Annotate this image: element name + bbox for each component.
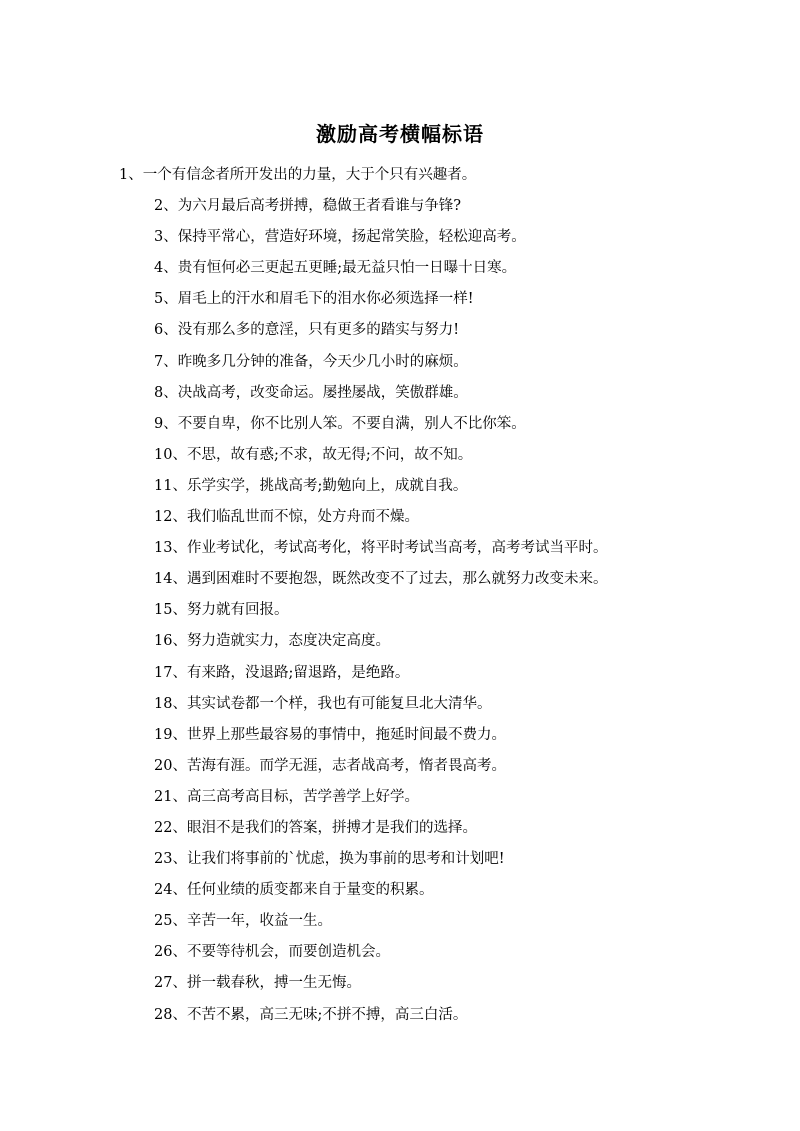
list-item: 11、乐学实学，挑战高考;勤勉向上，成就自我。 (154, 477, 468, 494)
document-title: 激励高考横幅标语 (316, 122, 484, 146)
list-item: 16、努力造就实力，态度决定高度。 (154, 633, 390, 650)
list-item: 24、任何业绩的质变都来自于量变的积累。 (154, 882, 434, 899)
list-item: 5、眉毛上的汗水和眉毛下的泪水你必须选择一样! (154, 291, 474, 308)
list-item: 20、苦海有涯。而学无涯，志者战高考，惰者畏高考。 (154, 757, 506, 774)
list-item: 1、一个有信念者所开发出的力量，大于个只有兴趣者。 (119, 167, 477, 183)
list-item: 13、作业考试化，考试高考化，将平时考试当高考，高考考试当平时。 (154, 540, 608, 557)
list-item: 10、不思，故有惑;不求，故无得;不问，故不知。 (154, 446, 473, 463)
list-item: 7、昨晚多几分钟的准备，今天少几小时的麻烦。 (154, 353, 468, 370)
list-item: 21、高三高考高目标，苦学善学上好学。 (154, 788, 419, 805)
list-item: 17、有来路，没退路;留退路，是绝路。 (154, 664, 410, 681)
list-item: 14、遇到困难时不要抱怨，既然改变不了过去，那么就努力改变未来。 (154, 571, 608, 588)
list-item: 9、不要自卑，你不比别人笨。不要自满，别人不比你笨。 (154, 415, 526, 432)
list-item: 2、为六月最后高考拼搏，稳做王者看谁与争锋? (154, 198, 461, 215)
list-item: 12、我们临乱世而不惊，处方舟而不燥。 (154, 509, 419, 526)
list-item: 23、让我们将事前的`忧虑，换为事前的思考和计划吧! (154, 851, 505, 868)
slogan-list (0, 160, 800, 1031)
list-item: 6、没有那么多的意淫，只有更多的踏实与努力! (154, 322, 460, 339)
list-item: 22、眼泪不是我们的答案，拼搏才是我们的选择。 (154, 819, 477, 836)
list-item: 18、其实试卷都一个样，我也有可能复旦北大清华。 (154, 695, 492, 712)
list-item: 26、不要等待机会，而要创造机会。 (154, 944, 390, 961)
list-item: 19、世界上那些最容易的事情中，拖延时间最不费力。 (154, 726, 506, 743)
list-item: 15、努力就有回报。 (154, 602, 289, 619)
list-item: 3、保持平常心，营造好环境，扬起常笑脸，轻松迎高考。 (154, 229, 526, 246)
list-item: 25、辛苦一年，收益一生。 (154, 913, 332, 930)
list-item: 8、决战高考，改变命运。屡挫屡战，笑傲群雄。 (154, 384, 468, 401)
list-item: 28、不苦不累，高三无味;不拼不搏，高三白活。 (154, 1006, 468, 1023)
list-item: 4、贵有恒何必三更起五更睡;最无益只怕一日曝十日寒。 (154, 260, 517, 277)
list-item: 27、拼一载春秋，搏一生无悔。 (154, 975, 361, 992)
